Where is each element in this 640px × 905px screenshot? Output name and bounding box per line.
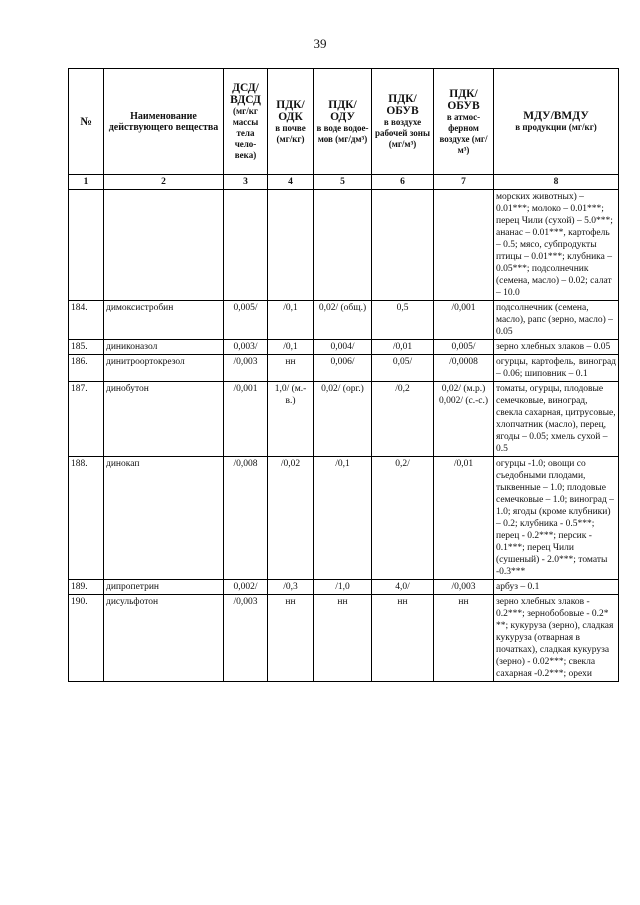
pdk-work-air-value <box>372 190 434 301</box>
mrl-value: зерно хлебных злаков – 0.05 <box>494 340 619 355</box>
table-row <box>69 301 619 340</box>
header-pdk-soil: ПДК/ ОДК в почве (мг/кг) <box>268 69 314 175</box>
header-pdk-water: ПДК/ ОДУ в воде водое-мов (мг/дм³) <box>314 69 372 175</box>
column-number: 6 <box>372 175 434 190</box>
header-dsd: ДСД/ ВДСД (мг/кг массы тела чело-века) <box>224 69 268 175</box>
dsd-value: /0,008 <box>224 457 268 580</box>
dsd-value: 0,002/ <box>224 580 268 595</box>
substance-name: дипропетрин <box>104 580 224 595</box>
column-number: 1 <box>69 175 104 190</box>
substance-name: динобутон <box>104 382 224 457</box>
column-number-row <box>69 175 619 190</box>
mrl-value: арбуз – 0.1 <box>494 580 619 595</box>
table-row <box>69 457 619 580</box>
pdk-water-value <box>314 190 372 301</box>
pdk-atm-air-value: 0,02/ (м.р.) 0,002/ (с.-с.) <box>434 382 494 457</box>
mrl-value: томаты, огурцы, плодовые семечковые, виноград, свекла сахарная, цитрусовые, хлопчатник (масло), перец, ягоды – 0.05; хмель сухой – 0.5 <box>494 382 619 457</box>
table-row <box>69 595 619 682</box>
pdk-work-air-value: 4,0/ <box>372 580 434 595</box>
table-row <box>69 190 619 301</box>
pdk-water-value: нн <box>314 595 372 682</box>
dsd-value: 0,003/ <box>224 340 268 355</box>
pdk-water-value: 0,02/ (общ.) <box>314 301 372 340</box>
pdk-work-air-value: 0,5 <box>372 301 434 340</box>
column-number: 4 <box>268 175 314 190</box>
table-row <box>69 382 619 457</box>
pdk-work-air-value: /0,2 <box>372 382 434 457</box>
pdk-soil-value: /0,02 <box>268 457 314 580</box>
mrl-value: зерно хлебных злаков - 0.2***; зернобобовые - 0.2* **; кукуруза (зерно), сладкая кукуруза (отварная в початках), сладкая кукуруза (зерно) - 0.02***; свекла сахарная -0.2***; орехи <box>494 595 619 682</box>
pdk-soil-value: нн <box>268 355 314 382</box>
pdk-atm-air-value: /0,001 <box>434 301 494 340</box>
pdk-soil-value: /0,1 <box>268 340 314 355</box>
pdk-work-air-value: нн <box>372 595 434 682</box>
pdk-water-value: /0,1 <box>314 457 372 580</box>
row-number <box>69 190 104 301</box>
header-row <box>69 69 619 175</box>
pdk-soil-value: /0,3 <box>268 580 314 595</box>
substance-name: динокап <box>104 457 224 580</box>
pdk-atm-air-value: нн <box>434 595 494 682</box>
substance-name <box>104 190 224 301</box>
pdk-water-value: 0,006/ <box>314 355 372 382</box>
row-number: 185. <box>69 340 104 355</box>
mrl-value: морских животных) – 0.01***; молоко – 0.01***; перец Чили (сухой) – 5.0***; ананас – 0.01***, картофель – 0.5; мясо, субпродукты птицы – 0.01***; клубника – 0.05***; подсолнечник (семена, масло) – 0.02; салат – 10.0 <box>494 190 619 301</box>
pdk-work-air-value: 0,05/ <box>372 355 434 382</box>
header-substance-name: Наименование действующего вещества <box>104 69 224 175</box>
page-number: 39 <box>313 36 327 51</box>
pesticide-regulation-table <box>68 68 619 682</box>
substance-name: динитроортокрезол <box>104 355 224 382</box>
table-row <box>69 580 619 595</box>
pdk-atm-air-value: /0,01 <box>434 457 494 580</box>
row-number: 189. <box>69 580 104 595</box>
header-number: № <box>69 69 104 175</box>
mrl-value: огурцы -1.0; овощи со съедобными плодами, тыквенные – 1.0; плодовые семечковые – 1.0; виноград – 1.0; ягоды (кроме клубники) – 0.2; клубника - 0.5***; перец - 0.2***; персик - 0.1***; перец Чили (сушеный) - 2.0***; томаты -0.3*** <box>494 457 619 580</box>
pdk-work-air-value: 0,2/ <box>372 457 434 580</box>
substance-name: димоксистробин <box>104 301 224 340</box>
row-number: 184. <box>69 301 104 340</box>
pdk-soil-value: 1,0/ (м.-в.) <box>268 382 314 457</box>
pdk-atm-air-value: 0,005/ <box>434 340 494 355</box>
pdk-atm-air-value: /0,003 <box>434 580 494 595</box>
pdk-work-air-value: /0,01 <box>372 340 434 355</box>
substance-name: диниконазол <box>104 340 224 355</box>
row-number: 190. <box>69 595 104 682</box>
table-row <box>69 355 619 382</box>
mrl-value: огурцы, картофель, виноград – 0.06; шиповник – 0.1 <box>494 355 619 382</box>
header-pdk-work-air: ПДК/ ОБУВ в воздухе рабочей зоны (мг/м³) <box>372 69 434 175</box>
dsd-value: 0,005/ <box>224 301 268 340</box>
header-mrl: МДУ/ВМДУ в продукции (мг/кг) <box>494 69 619 175</box>
pdk-soil-value: /0,1 <box>268 301 314 340</box>
pdk-water-value: 0,004/ <box>314 340 372 355</box>
row-number: 186. <box>69 355 104 382</box>
pdk-soil-value: нн <box>268 595 314 682</box>
column-number: 5 <box>314 175 372 190</box>
row-number: 188. <box>69 457 104 580</box>
row-number: 187. <box>69 382 104 457</box>
dsd-value: /0,001 <box>224 382 268 457</box>
mrl-value: подсолнечник (семена, масло), рапс (зерно, масло) – 0.05 <box>494 301 619 340</box>
pdk-water-value: /1,0 <box>314 580 372 595</box>
pdk-atm-air-value <box>434 190 494 301</box>
header-pdk-atm-air: ПДК/ ОБУВ в атмос-ферном воздухе (мг/м³) <box>434 69 494 175</box>
pdk-atm-air-value: /0,0008 <box>434 355 494 382</box>
pdk-soil-value <box>268 190 314 301</box>
column-number: 2 <box>104 175 224 190</box>
column-number: 7 <box>434 175 494 190</box>
table-row <box>69 340 619 355</box>
column-number: 3 <box>224 175 268 190</box>
dsd-value: /0,003 <box>224 355 268 382</box>
dsd-value <box>224 190 268 301</box>
dsd-value: /0,003 <box>224 595 268 682</box>
pdk-water-value: 0,02/ (орг.) <box>314 382 372 457</box>
column-number: 8 <box>494 175 619 190</box>
substance-name: дисульфотон <box>104 595 224 682</box>
